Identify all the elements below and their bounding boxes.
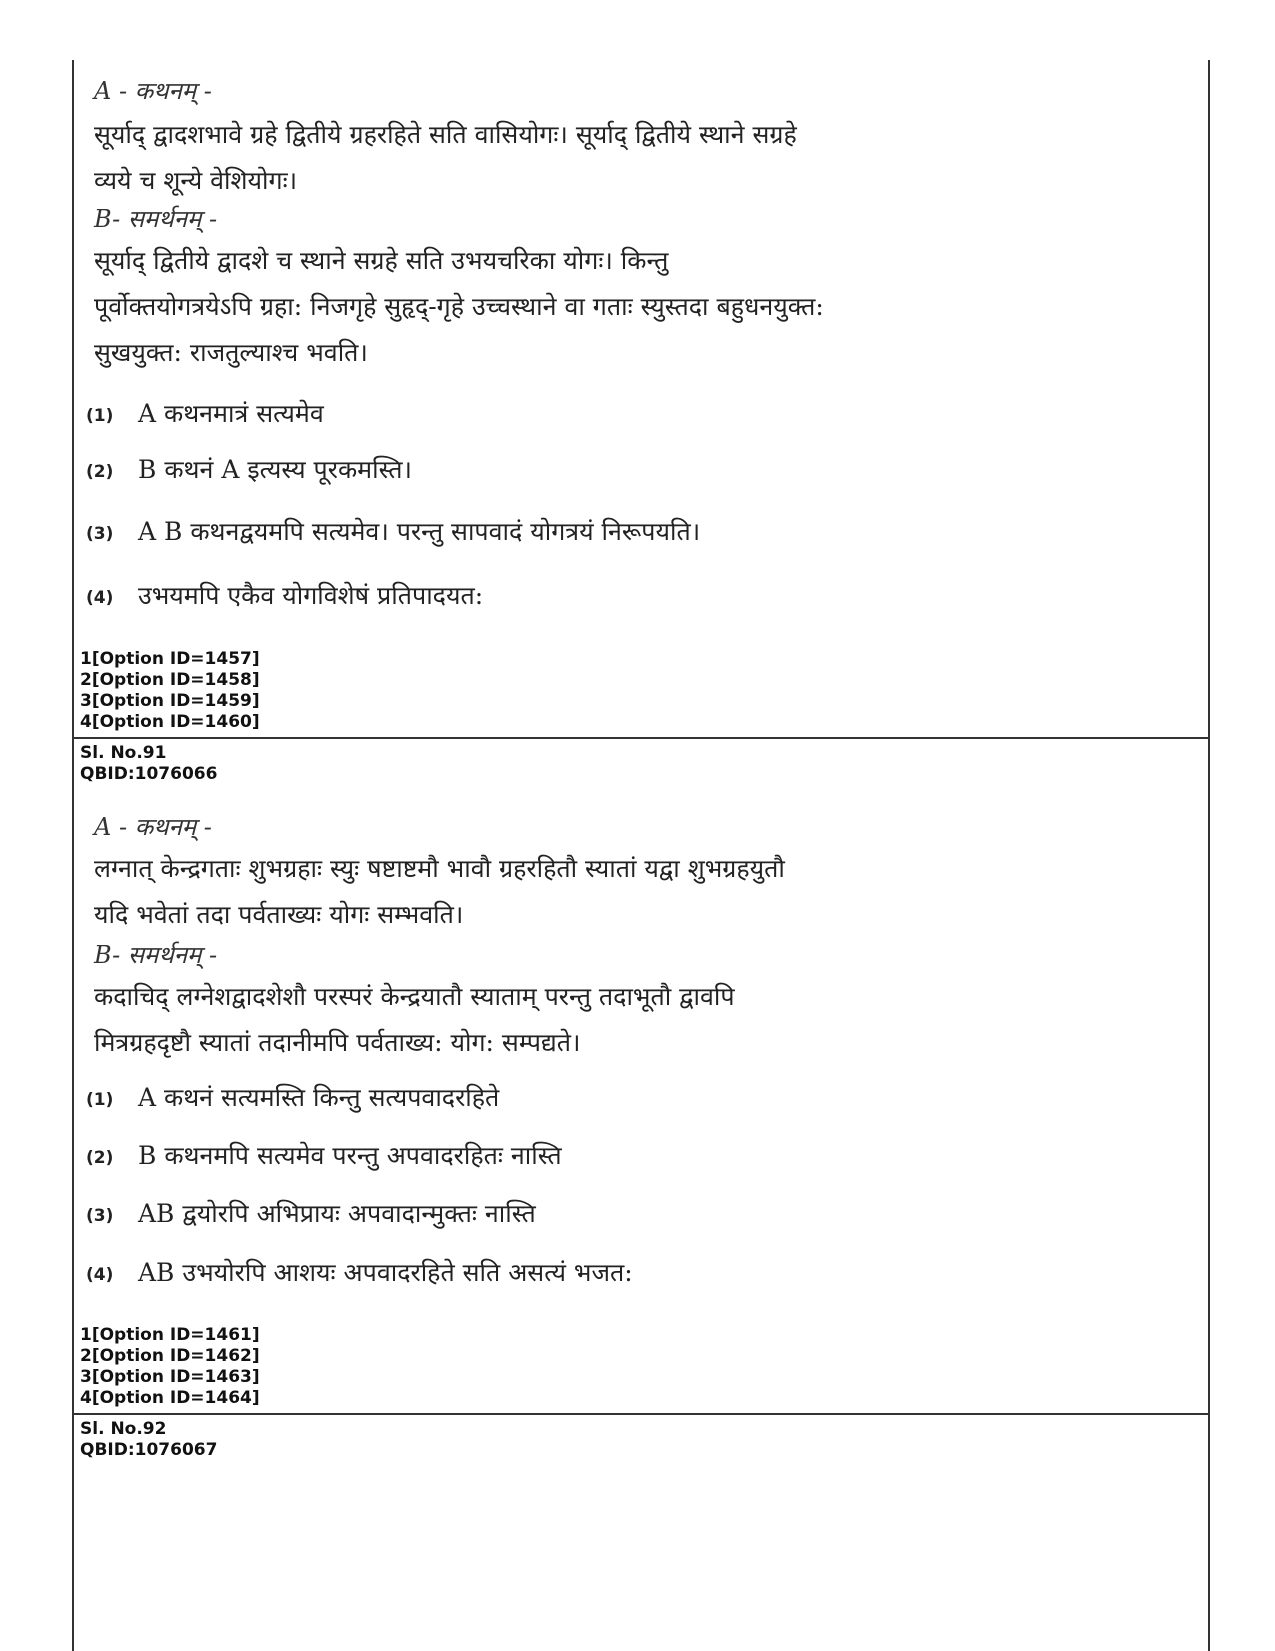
statement-b-line: सूर्याद् द्वितीये द्वादशे च स्थाने सग्रहे सति उभयचरिका योगः। किन्तु bbox=[94, 246, 669, 275]
statement-a-text bbox=[94, 112, 1054, 204]
question-meta bbox=[80, 1419, 217, 1461]
option-2 bbox=[86, 452, 412, 486]
option-1 bbox=[86, 396, 324, 430]
divider bbox=[74, 1413, 1208, 1415]
option-text: A कथनमात्रं सत्यमेव bbox=[138, 399, 324, 428]
option-text: B कथनं A इत्यस्य पूरकमस्ति। bbox=[138, 455, 413, 484]
page-frame bbox=[72, 60, 1210, 1651]
statement-a-text bbox=[94, 846, 1054, 938]
option-text: उभयमपि एकैव योगविशेषं प्रतिपादयत: bbox=[138, 581, 484, 610]
option-number: (3) bbox=[86, 1205, 114, 1226]
option-4 bbox=[86, 578, 483, 612]
statement-b-line: पूर्वोक्तयोगत्रयेऽपि ग्रहा: निजगृहे सुहृद्-गृहे उच्चस्थाने वा गताः स्युस्तदा बहुधनयुक्त: bbox=[94, 292, 824, 321]
option-text: A कथनं सत्यमस्ति किन्तु सत्यपवादरहिते bbox=[138, 1083, 500, 1112]
statement-a-label: A - कथनम् - bbox=[94, 813, 212, 841]
option-number: (1) bbox=[86, 405, 114, 426]
option-number: (1) bbox=[86, 1089, 114, 1110]
option-id: 2[Option ID=1462] bbox=[80, 1346, 260, 1366]
statement-b-line: सुखयुक्त: राजतुल्याश्च भवति। bbox=[94, 338, 368, 367]
option-id: 3[Option ID=1463] bbox=[80, 1367, 260, 1387]
option-id: 4[Option ID=1464] bbox=[80, 1388, 260, 1408]
qbid: QBID:1076066 bbox=[80, 764, 218, 784]
statement-b-label: B- समर्थनम् - bbox=[94, 205, 218, 233]
option-id: 1[Option ID=1457] bbox=[80, 649, 260, 669]
option-id: 4[Option ID=1460] bbox=[80, 712, 260, 732]
option-number: (4) bbox=[86, 1264, 114, 1285]
option-text: AB द्वयोरपि अभिप्रायः अपवादान्मुक्तः नास्ति bbox=[138, 1199, 536, 1228]
option-text: AB उभयोरपि आशयः अपवादरहिते सति असत्यं भजत: bbox=[138, 1258, 633, 1287]
statement-b-line: कदाचिद् लग्नेशद्वादशेशौ परस्परं केन्द्रयातौ स्याताम् परन्तु तदाभूतौ द्वावपि bbox=[94, 982, 735, 1011]
option-number: (2) bbox=[86, 461, 114, 482]
option-id: 3[Option ID=1459] bbox=[80, 691, 260, 711]
divider bbox=[74, 737, 1208, 739]
option-3 bbox=[86, 1196, 536, 1230]
option-id-list bbox=[80, 1325, 260, 1409]
statement-b-text bbox=[94, 974, 1054, 1066]
qbid: QBID:1076067 bbox=[80, 1440, 218, 1460]
statement-a-label: A - कथनम् - bbox=[94, 77, 212, 105]
option-1 bbox=[86, 1080, 499, 1114]
option-number: (4) bbox=[86, 587, 114, 608]
option-3 bbox=[86, 514, 700, 548]
option-text: B कथनमपि सत्यमेव परन्तु अपवादरहितः नास्ति bbox=[138, 1141, 562, 1170]
serial-number: Sl. No.92 bbox=[80, 1419, 167, 1439]
question-meta bbox=[80, 743, 217, 785]
statement-a-line: सूर्याद् द्वादशभावे ग्रहे द्वितीये ग्रहरहिते सति वासियोगः। सूर्याद् द्वितीये स्थाने सग्रहे bbox=[94, 120, 797, 149]
statement-b-text bbox=[94, 238, 1054, 376]
option-number: (3) bbox=[86, 523, 114, 544]
option-id: 2[Option ID=1458] bbox=[80, 670, 260, 690]
serial-number: Sl. No.91 bbox=[80, 743, 167, 763]
option-2 bbox=[86, 1138, 562, 1172]
option-id: 1[Option ID=1461] bbox=[80, 1325, 260, 1345]
statement-a-line: यदि भवेतां तदा पर्वताख्यः योगः सम्भवति। bbox=[94, 900, 464, 929]
statement-a-line: व्यये च शून्ये वेशियोगः। bbox=[94, 166, 298, 195]
option-number: (2) bbox=[86, 1147, 114, 1168]
statement-b-line: मित्रग्रहदृष्टौ स्यातां तदानीमपि पर्वताख्य: योग: सम्पद्यते। bbox=[94, 1028, 581, 1057]
option-4 bbox=[86, 1255, 633, 1289]
statement-b-label: B- समर्थनम् - bbox=[94, 941, 218, 969]
option-text: A B कथनद्वयमपि सत्यमेव। परन्तु सापवादं योगत्रयं निरूपयति। bbox=[138, 517, 701, 546]
statement-a-line: लग्नात् केन्द्रगताः शुभग्रहाः स्युः षष्टाष्टमौ भावौ ग्रहरहितौ स्यातां यद्वा शुभग्रहयुतौ bbox=[94, 854, 785, 883]
option-id-list bbox=[80, 649, 260, 733]
